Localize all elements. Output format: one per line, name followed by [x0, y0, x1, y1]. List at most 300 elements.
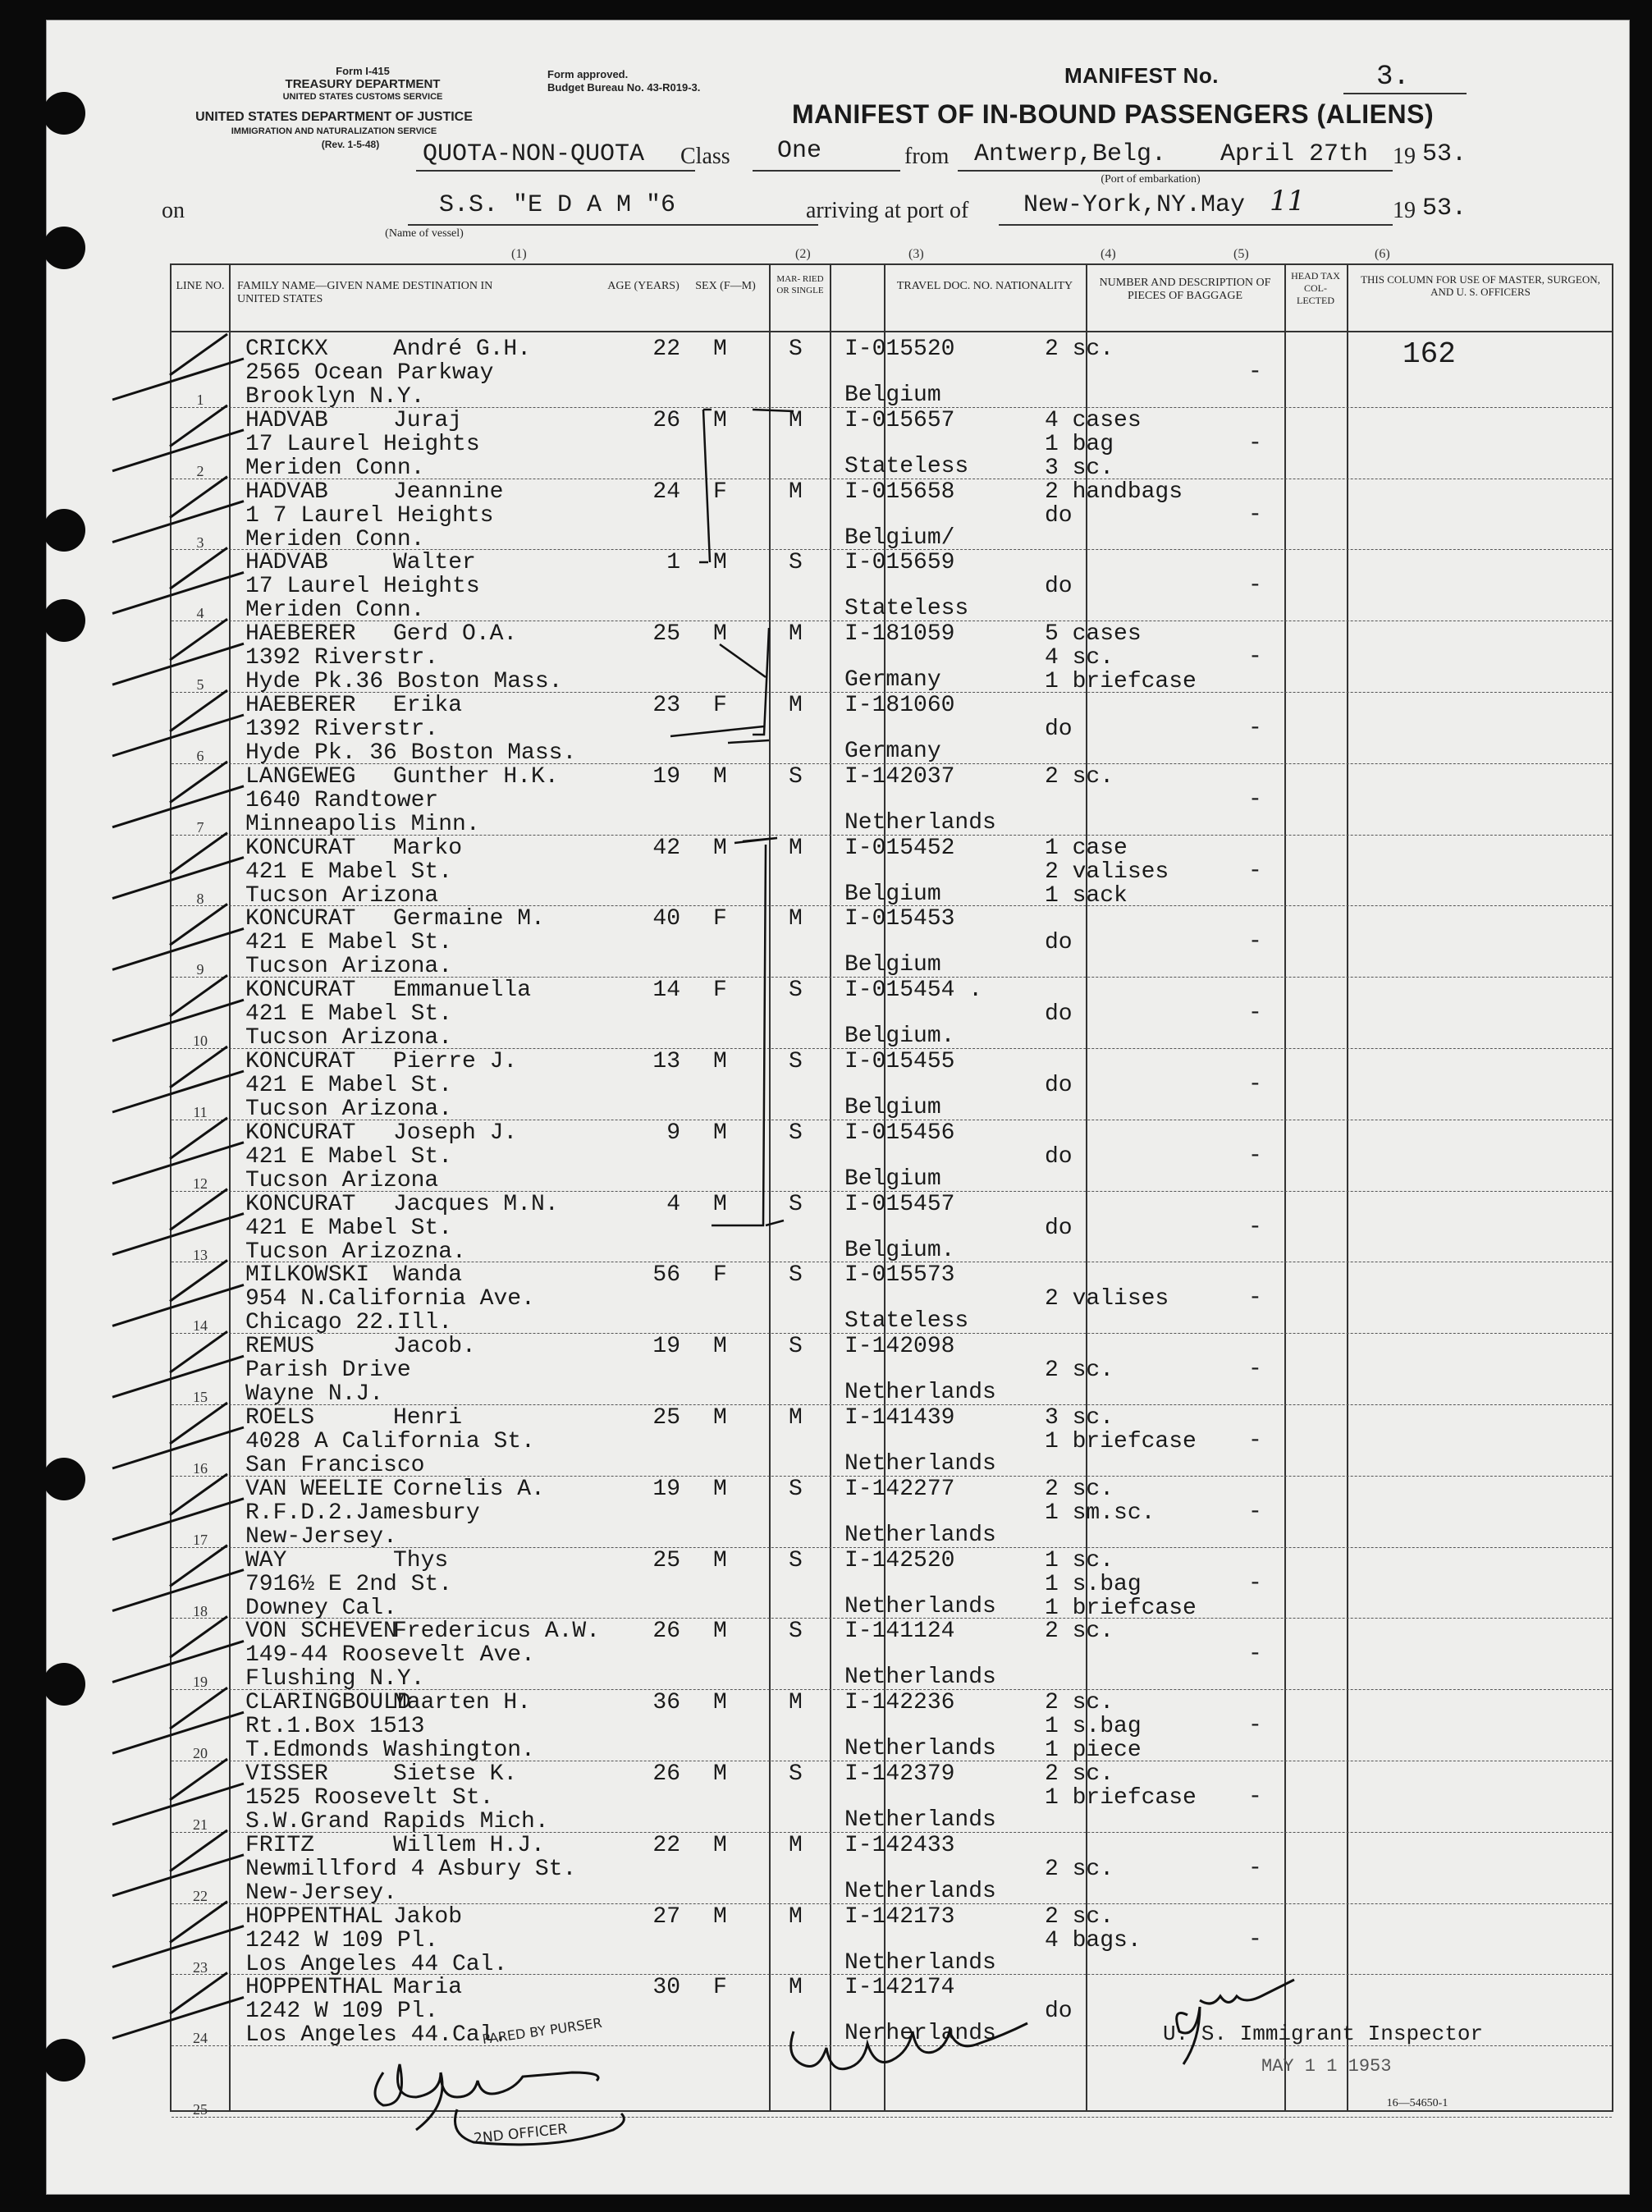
given-name: Wanda: [393, 1262, 463, 1289]
given-name: Willem H.J.: [393, 1832, 545, 1858]
inspector-signature: [791, 1980, 1294, 2069]
sex: M: [713, 337, 727, 362]
col-name: FAMILY NAME—GIVEN NAME DESTINATION IN UNITED STATES: [237, 280, 493, 305]
head-tax: -: [1248, 1642, 1262, 1668]
head-tax: -: [1248, 1357, 1262, 1383]
nationality: Germany: [844, 739, 941, 764]
baggage-line-2: 1 sm.sc.: [1045, 1500, 1155, 1526]
head-tax: -: [1248, 1570, 1262, 1596]
address-line-2: Hyde Pk. 36 Boston Mass.: [245, 740, 577, 766]
address-line-1: 17 Laurel Heights: [245, 431, 480, 457]
marital-status: S: [789, 1619, 803, 1645]
sex: M: [713, 1049, 727, 1074]
address-line-2: Meriden Conn.: [245, 598, 425, 624]
age: 1: [666, 550, 680, 576]
check-mark: [112, 1972, 244, 2038]
address-line-1: 17 Laurel Heights: [245, 574, 480, 600]
given-name: Thys: [393, 1547, 449, 1573]
nationality: Belgium/: [844, 524, 955, 551]
col-officers: THIS COLUMN FOR USE OF MASTER, SURGEON, AND U. S. OFFICERS: [1361, 273, 1600, 298]
age: 26: [652, 407, 680, 433]
check-mark: [112, 690, 244, 756]
nationality: Netherlands: [844, 1451, 996, 1477]
given-name: Jakob: [393, 1903, 463, 1930]
head-tax: -: [1248, 858, 1262, 884]
travel-doc-no: I-142520: [844, 1547, 955, 1573]
baggage-line-2: do: [1045, 717, 1073, 742]
col-age: AGE (YEARS): [607, 280, 680, 292]
travel-doc-no: I-142277: [844, 1476, 955, 1502]
nationality: Netherlands: [844, 1949, 996, 1976]
col-head-tax: HEAD TAX COL- LECTED: [1291, 270, 1340, 306]
address-line-2: Tucson Arizona.: [245, 1097, 453, 1122]
sex: M: [713, 1761, 727, 1787]
age: 40: [652, 906, 680, 932]
baggage-line-3: 1 sack: [1045, 882, 1128, 909]
nationality: Germany: [844, 667, 941, 694]
baggage-line-2: do: [1045, 502, 1073, 529]
sex: M: [713, 763, 727, 790]
travel-doc-no: I-142236: [844, 1690, 955, 1716]
head-tax: -: [1248, 1784, 1262, 1810]
check-mark: [112, 334, 244, 400]
head-tax: -: [1248, 1072, 1262, 1097]
baggage-line-1: 2 handbags: [1045, 479, 1183, 505]
line-number: 20: [193, 1745, 208, 1762]
address-line-1: 421 E Mabel St.: [245, 1001, 453, 1028]
baggage-line-1: 4 cases: [1045, 407, 1142, 433]
line-number: 15: [193, 1389, 208, 1406]
travel-doc-no: I-015453: [844, 906, 955, 932]
print-code: 16—54650-1: [1386, 2097, 1448, 2109]
travel-doc-no: I-015455: [844, 1049, 955, 1074]
baggage-line-2: 1 bag: [1045, 431, 1114, 457]
nationality: Netherlands: [844, 809, 996, 836]
sex: M: [713, 1690, 727, 1716]
address-line-2: Tucson Arizona: [245, 882, 439, 909]
line-number: 6: [196, 748, 204, 764]
age: 27: [652, 1903, 680, 1930]
line-number: 13: [193, 1246, 208, 1263]
address-line-1: 1392 Riverstr.: [245, 717, 439, 742]
given-name: Henri: [393, 1405, 463, 1431]
given-name: Cornelis A.: [393, 1476, 545, 1502]
vessel-name: S.S. "E D A M "6: [439, 191, 676, 219]
marital-status: M: [789, 835, 803, 861]
sex: M: [713, 1405, 727, 1431]
address-line-2: Tucson Arizona.: [245, 954, 453, 980]
officer-note: 162: [1403, 337, 1456, 371]
given-name: Jacques M.N.: [393, 1191, 559, 1217]
baggage-line-1: 1 case: [1045, 835, 1128, 861]
age: 19: [652, 763, 680, 790]
age: 9: [666, 1120, 680, 1146]
address-line-1: 421 E Mabel St.: [245, 859, 453, 885]
baggage-line-2: do: [1045, 1143, 1073, 1170]
line-number: 8: [196, 890, 204, 907]
address-line-2: T.Edmonds Washington.: [245, 1738, 535, 1764]
check-mark: [112, 477, 244, 543]
head-tax: -: [1248, 1428, 1262, 1454]
head-tax: -: [1248, 501, 1262, 528]
check-mark: [112, 1688, 244, 1753]
surname: KONCURAT: [245, 1191, 356, 1217]
marital-status: S: [789, 1547, 803, 1573]
check-mark: [112, 1616, 244, 1682]
given-name: Sietse K.: [393, 1761, 518, 1787]
address-line-2: Tucson Arizozna.: [245, 1239, 466, 1265]
inspector-label: U. S. Immigrant Inspector: [1163, 2022, 1484, 2046]
travel-doc-no: I-142379: [844, 1761, 955, 1787]
given-name: Maarten H.: [393, 1690, 532, 1716]
port-caption: (Port of embarkation): [1101, 173, 1201, 185]
travel-doc-no: I-142173: [844, 1903, 955, 1930]
age: 36: [652, 1690, 680, 1716]
nationality: Stateless: [844, 453, 969, 479]
marital-status: M: [789, 1975, 803, 2001]
age: 23: [652, 693, 680, 718]
head-tax: -: [1248, 644, 1262, 671]
age: 22: [652, 337, 680, 362]
colnum-3: (3): [908, 247, 924, 261]
address-line-1: 4028 A California St.: [245, 1429, 535, 1454]
given-name: Maria: [393, 1975, 463, 2001]
marital-status: S: [789, 1262, 803, 1289]
age: 25: [652, 1547, 680, 1573]
arrival-day: 11: [1270, 185, 1306, 218]
address-line-2: New-Jersey.: [245, 1880, 397, 1906]
marital-status: S: [789, 1049, 803, 1074]
year-prefix-2: 19: [1393, 198, 1416, 223]
surname: WAY: [245, 1547, 287, 1573]
nationality: Netherlands: [844, 1878, 996, 1904]
nationality: Belgium: [844, 1095, 941, 1120]
surname: KONCURAT: [245, 978, 356, 1004]
baggage-line-3: 1 piece: [1045, 1738, 1142, 1764]
punch-hole: [43, 1663, 85, 1706]
sex: M: [713, 1547, 727, 1573]
given-name: Germaine M.: [393, 906, 545, 932]
baggage-line-3: 1 briefcase: [1045, 1595, 1197, 1621]
colnum-6: (6): [1375, 247, 1390, 261]
sex: M: [713, 550, 727, 576]
line-number: 24: [193, 2030, 208, 2047]
given-name: Emmanuella: [393, 978, 532, 1004]
sex: F: [713, 978, 727, 1004]
year-prefix-1: 19: [1393, 144, 1416, 169]
dept-customs: UNITED STATES CUSTOMS SERVICE: [282, 92, 443, 102]
check-mark: [112, 1189, 244, 1255]
surname: HADVAB: [245, 407, 328, 433]
head-tax: -: [1248, 1713, 1262, 1739]
punch-hole: [43, 599, 85, 642]
travel-doc-no: I-142098: [844, 1334, 955, 1360]
line-number: 10: [193, 1033, 208, 1050]
line-number: 23: [193, 1958, 208, 1976]
surname: ROELS: [245, 1405, 315, 1431]
form-number: Form I-415: [336, 65, 390, 77]
travel-doc-no: I-142433: [844, 1832, 955, 1858]
col-married: MAR- RIED OR SINGLE: [776, 274, 824, 295]
baggage-line-2: do: [1045, 574, 1073, 600]
check-mark: [112, 547, 244, 613]
surname: KONCURAT: [245, 835, 356, 861]
nationality: Netherlands: [844, 1665, 996, 1691]
travel-doc-no: I-141124: [844, 1619, 955, 1645]
line-number: 1: [196, 392, 204, 408]
head-tax: -: [1248, 430, 1262, 456]
marital-status: S: [789, 1761, 803, 1787]
age: 19: [652, 1334, 680, 1360]
sex: M: [713, 1120, 727, 1146]
manifest-no: 3.: [1376, 62, 1410, 93]
marital-status: S: [789, 763, 803, 790]
baggage-line-1: 2 sc.: [1045, 763, 1114, 790]
nationality: Netherlands: [844, 1736, 996, 1762]
marital-status: S: [789, 1191, 803, 1217]
travel-doc-no: I-015659: [844, 550, 955, 576]
dept-immigration: IMMIGRATION AND NATURALIZATION SERVICE: [231, 126, 437, 136]
sex: M: [713, 1619, 727, 1645]
manifest-sheet: [46, 20, 1630, 2195]
age: 30: [652, 1975, 680, 2001]
baggage-line-1: 1 sc.: [1045, 1547, 1114, 1573]
address-line-1: 1242 W 109 Pl.: [245, 1927, 439, 1953]
vessel-caption: (Name of vessel): [385, 227, 464, 240]
check-mark: [112, 1830, 244, 1896]
age: 42: [652, 835, 680, 861]
marital-status: M: [789, 1832, 803, 1858]
given-name: Marko: [393, 835, 463, 861]
arrival-year: 53.: [1422, 195, 1467, 222]
head-tax: -: [1248, 1001, 1262, 1027]
form-revision: (Rev. 1-5-48): [321, 139, 380, 150]
baggage-line-2: 1 briefcase: [1045, 1785, 1197, 1811]
address-line-2: New-Jersey.: [245, 1523, 397, 1550]
surname: VON SCHEVEN: [245, 1619, 397, 1645]
nationality: Belgium: [844, 952, 941, 978]
check-mark: [112, 1331, 244, 1397]
age: 25: [652, 1405, 680, 1431]
check-mark: [112, 1474, 244, 1540]
manifest-title: MANIFEST OF IN-BOUND PASSENGERS (ALIENS): [792, 99, 1435, 129]
address-line-1: Rt.1.Box 1513: [245, 1714, 425, 1740]
given-name: Jeannine: [393, 479, 504, 505]
budget-bureau: Budget Bureau No. 43-R019-3.: [547, 81, 701, 94]
line-number: 9: [196, 961, 204, 978]
marital-status: S: [789, 1476, 803, 1502]
address-line-1: 1525 Roosevelt St.: [245, 1785, 494, 1811]
address-line-1: Parish Drive: [245, 1358, 411, 1384]
on-label: on: [162, 198, 185, 223]
head-tax: -: [1248, 929, 1262, 955]
head-tax: -: [1248, 1926, 1262, 1953]
address-line-2: San Francisco: [245, 1453, 425, 1478]
head-tax: -: [1248, 1855, 1262, 1881]
dept-treasury: TREASURY DEPARTMENT: [285, 77, 441, 91]
baggage-line-2: 2 valises: [1045, 1286, 1169, 1312]
check-mark: [112, 619, 244, 685]
surname: FRITZ: [245, 1832, 315, 1858]
nationality: Belgium.: [844, 1024, 955, 1050]
address-line-2: Flushing N.Y.: [245, 1666, 425, 1692]
from-label: from: [904, 144, 950, 169]
check-mark: [112, 1118, 244, 1184]
baggage-line-3: 1 briefcase: [1045, 669, 1197, 695]
nationality: Netherlands: [844, 1522, 996, 1548]
marital-status: S: [789, 1334, 803, 1360]
head-tax: -: [1248, 1499, 1262, 1525]
manifest-no-label: MANIFEST No.: [1064, 63, 1219, 88]
address-line-1: 2565 Ocean Parkway: [245, 360, 494, 386]
address-line-1: 421 E Mabel St.: [245, 1073, 453, 1098]
arrival-port: New-York,NY.May: [1023, 191, 1246, 219]
baggage-line-2: 1 briefcase: [1045, 1429, 1197, 1454]
punch-hole: [43, 92, 85, 135]
line-number: 19: [193, 1674, 208, 1691]
check-mark: [112, 1260, 244, 1326]
address-line-2: Brooklyn N.Y.: [245, 384, 425, 410]
address-line-1: 1242 W 109 Pl.: [245, 1999, 439, 2025]
family-brackets: [670, 407, 794, 1225]
nationality: Nerherlands: [844, 2021, 996, 2047]
travel-doc-no: I-015457: [844, 1191, 955, 1217]
given-name: Jacob.: [393, 1334, 476, 1360]
address-line-1: 954 N.California Ave.: [245, 1286, 535, 1312]
baggage-line-1: 2 sc.: [1045, 1476, 1114, 1502]
age: 24: [652, 479, 680, 505]
head-tax: -: [1248, 1214, 1262, 1240]
surname: VISSER: [245, 1761, 328, 1787]
check-mark: [112, 975, 244, 1041]
baggage-line-1: 2 sc.: [1045, 1690, 1114, 1716]
marital-status: M: [789, 906, 803, 932]
baggage-line-2: 4 sc.: [1045, 645, 1114, 671]
address-line-2: Tucson Arizona: [245, 1167, 439, 1193]
nationality: Belgium: [844, 382, 941, 408]
address-line-2: Wayne N.J.: [245, 1381, 384, 1408]
surname: HADVAB: [245, 479, 328, 505]
address-line-1: R.F.D.2.Jamesbury: [245, 1500, 480, 1526]
sex: F: [713, 1262, 727, 1289]
baggage-line-1: 3 sc.: [1045, 1405, 1114, 1431]
class-label: Class: [680, 144, 730, 169]
line-number: 5: [196, 676, 204, 694]
travel-doc-no: I-141439: [844, 1405, 955, 1431]
punch-hole: [43, 509, 85, 552]
surname: KONCURAT: [245, 1120, 356, 1146]
baggage-line-2: 2 valises: [1045, 859, 1169, 885]
marital-status: S: [789, 978, 803, 1004]
address-line-1: 1 7 Laurel Heights: [245, 502, 494, 529]
check-mark: [112, 1546, 244, 1611]
line-number: 3: [196, 534, 204, 551]
line-number: 25: [193, 2101, 208, 2118]
travel-doc-no: I-015454 .: [844, 978, 983, 1004]
punch-hole: [43, 227, 85, 269]
baggage-line-1: 2 sc.: [1045, 1903, 1114, 1930]
marital-status: S: [789, 337, 803, 362]
head-tax: -: [1248, 1285, 1262, 1312]
given-name: Juraj: [393, 407, 463, 433]
age: 25: [652, 621, 680, 648]
given-name: Fredericus A.W.: [393, 1619, 601, 1645]
age: 26: [652, 1619, 680, 1645]
line-number: 12: [193, 1175, 208, 1192]
sex: F: [713, 1975, 727, 2001]
surname: HOPPENTHAL: [245, 1975, 384, 2001]
head-tax: -: [1248, 360, 1262, 385]
arriving-label: arriving at port of: [806, 198, 969, 223]
col-sex: SEX (F—M): [695, 280, 756, 292]
surname: REMUS: [245, 1334, 315, 1360]
marital-status: S: [789, 550, 803, 576]
address-line-2: Minneapolis Minn.: [245, 811, 480, 837]
travel-doc-no: I-015452: [844, 835, 955, 861]
surname: KONCURAT: [245, 1049, 356, 1074]
quota-type: QUOTA-NON-QUOTA: [423, 140, 645, 168]
baggage-line-2: 2 sc.: [1045, 1856, 1114, 1882]
nationality: Belgium.: [844, 1237, 955, 1263]
check-mark: [112, 904, 244, 969]
sex: M: [713, 407, 727, 433]
sex: M: [713, 1191, 727, 1217]
age: 4: [666, 1191, 680, 1217]
class-value: One: [777, 137, 822, 165]
travel-doc-no: I-181059: [844, 621, 955, 648]
address-line-1: 421 E Mabel St.: [245, 1143, 453, 1170]
colnum-4: (4): [1101, 247, 1116, 261]
marital-status: M: [789, 1690, 803, 1716]
address-line-2: Tucson Arizona.: [245, 1025, 453, 1051]
address-line-1: 1392 Riverstr.: [245, 645, 439, 671]
baggage-line-2: do: [1045, 1215, 1073, 1241]
age: 26: [652, 1761, 680, 1787]
embarkation-year: 53.: [1422, 140, 1467, 168]
line-number: 21: [193, 1816, 208, 1833]
nationality: Netherlands: [844, 1380, 996, 1406]
head-tax: -: [1248, 716, 1262, 741]
nationality: Stateless: [844, 596, 969, 622]
line-number: 18: [193, 1602, 208, 1619]
baggage-line-2: do: [1045, 1999, 1073, 2025]
surname: VAN WEELIE: [245, 1476, 384, 1502]
sex: M: [713, 1476, 727, 1502]
line-number: 2: [196, 462, 204, 479]
marital-status: M: [789, 621, 803, 648]
age: 14: [652, 978, 680, 1004]
check-mark: [112, 1902, 244, 1967]
given-name: Erika: [393, 693, 463, 718]
marital-status: M: [789, 407, 803, 433]
surname: HAEBERER: [245, 693, 356, 718]
punch-hole: [43, 1458, 85, 1500]
check-mark: [112, 1759, 244, 1825]
line-number: 16: [193, 1460, 208, 1477]
surname: HADVAB: [245, 550, 328, 576]
colnum-2: (2): [795, 247, 811, 261]
marital-status: M: [789, 1405, 803, 1431]
address-line-2: Chicago 22.Ill.: [245, 1310, 453, 1336]
line-number: 22: [193, 1887, 208, 1904]
form-approved: Form approved.: [547, 68, 629, 80]
age: 22: [652, 1832, 680, 1858]
prepared-by-note: PARED BY PURSER: [481, 2014, 603, 2048]
sex: M: [713, 1832, 727, 1858]
head-tax: -: [1248, 786, 1262, 813]
travel-doc-no: I-142174: [844, 1975, 955, 2001]
surname: KONCURAT: [245, 906, 356, 932]
